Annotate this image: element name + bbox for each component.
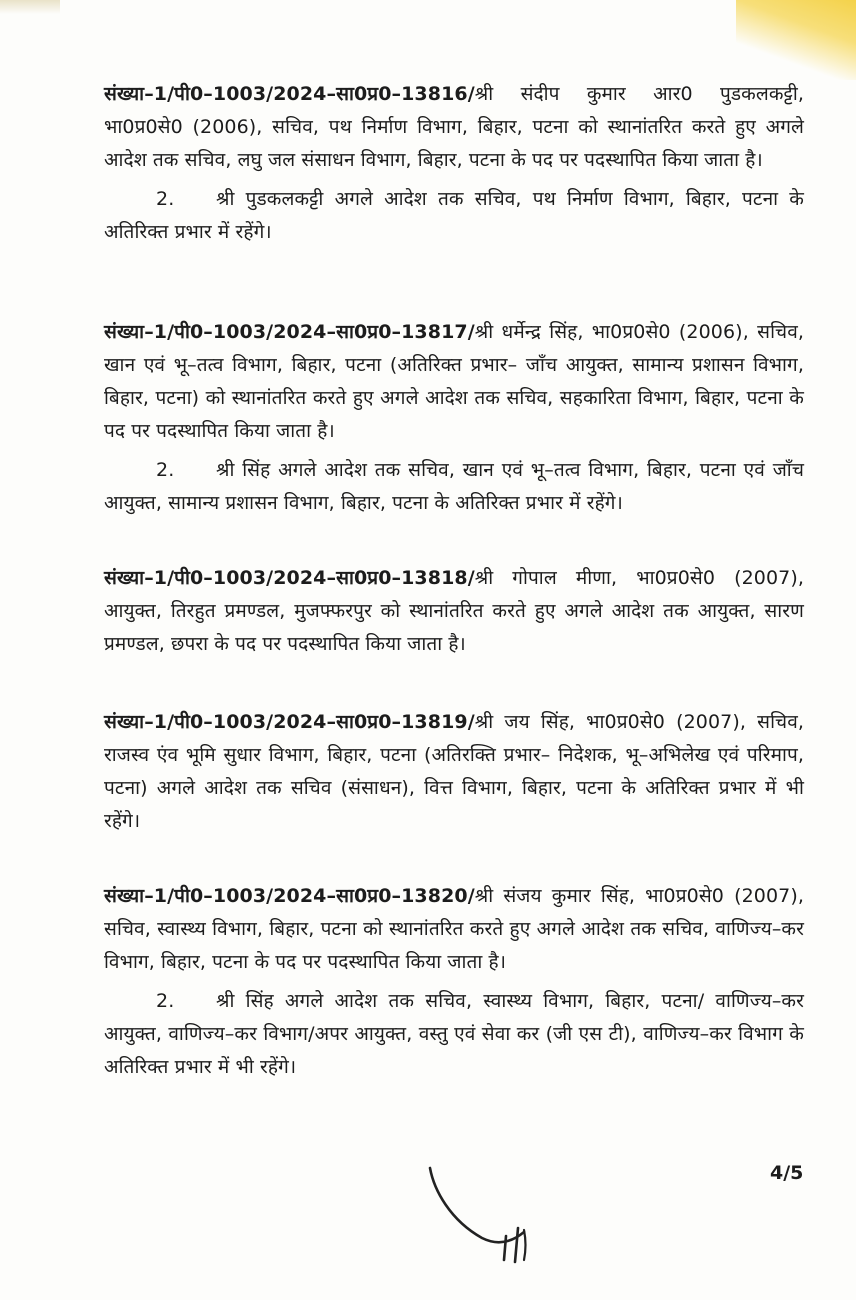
order-paragraph	[104, 316, 804, 448]
subparagraph-text: श्री पुडकलकट्टी अगले आदेश तक सचिव, पथ निर्माण विभाग, बिहार, पटना के अतिरिक्त प्रभार में रहेंगे।	[104, 188, 804, 243]
subparagraph-text: श्री सिंह अगले आदेश तक सचिव, खान एवं भू–तत्व विभाग, बिहार, पटना एवं जाँच आयुक्त, सामान्य प्रशासन विभाग, बिहार, पटना के अतिरिक्त प्रभार में रहेंगे।	[104, 459, 804, 514]
subparagraph-number: 2.	[156, 188, 175, 210]
order-text: श्री संदीप कुमार आर0 पुडकलकट्टी, भा0प्र0से0 (2006), सचिव, पथ निर्माण विभाग, बिहार, पटना को स्थानांतरित करते हुए अगले आदेश तक सचिव, लघु जल संसाधन विभाग, बिहार, पटना के पद पर पदस्थापित किया जाता है।	[104, 83, 804, 171]
order-text: श्री गोपाल मीणा, भा0प्र0से0 (2007), आयुक्त, तिरहुत प्रमण्डल, मुजफ्फरपुर को स्थानांतरित करते हुए अगले आदेश तक आयुक्त, सारण प्रमण्डल, छपरा के पद पर पदस्थापित किया जाता है।	[104, 567, 804, 655]
order-paragraph	[104, 880, 804, 979]
order-text: श्री संजय कुमार सिंह, भा0प्र0से0 (2007), सचिव, स्वास्थ्य विभाग, बिहार, पटना को स्थानांतरित करते हुए अगले आदेश तक सचिव, वाणिज्य–कर विभाग, बिहार, पटना के पद पर पदस्थापित किया जाता है।	[104, 885, 804, 973]
order-number: संख्या–1/पी0–1003/2024–सा0प्र0–13820/	[104, 885, 475, 907]
order-13817	[104, 316, 804, 520]
order-paragraph	[104, 78, 804, 177]
order-13816	[104, 78, 804, 249]
page-edge-shadow	[0, 0, 60, 14]
order-number: संख्या–1/पी0–1003/2024–सा0प्र0–13818/	[104, 567, 475, 589]
signature	[420, 1160, 560, 1270]
order-subparagraph	[104, 454, 804, 520]
order-number: संख्या–1/पी0–1003/2024–सा0प्र0–13819/	[104, 711, 475, 733]
order-subparagraph	[104, 183, 804, 249]
order-paragraph	[104, 706, 804, 838]
subparagraph-number: 2.	[156, 990, 175, 1012]
order-text: श्री धर्मेन्द्र सिंह, भा0प्र0से0 (2006), सचिव, खान एवं भू–तत्व विभाग, बिहार, पटना (अतिरिक्त प्रभार– जाँच आयुक्त, सामान्य प्रशासन विभाग, बिहार, पटना) को स्थानांतरित करते हुए अगले आदेश तक सचिव, सहकारिता विभाग, बिहार, पटना के पद पर पदस्थापित किया जाता है।	[104, 321, 804, 442]
page-corner-tint	[736, 0, 856, 80]
order-number: संख्या–1/पी0–1003/2024–सा0प्र0–13817/	[104, 321, 475, 343]
subparagraph-number: 2.	[156, 459, 175, 481]
order-13818	[104, 562, 804, 661]
order-13820	[104, 880, 804, 1084]
order-paragraph	[104, 562, 804, 661]
order-text: श्री जय सिंह, भा0प्र0से0 (2007), सचिव, राजस्व एंव भूमि सुधार विभाग, बिहार, पटना (अतिरक्ति प्रभार– निदेशक, भू–अभिलेख एवं परिमाप, पटना) अगले आदेश तक सचिव (संसाधन), वित्त विभाग, बिहार, पटना के अतिरिक्त प्रभार में भी रहेंगे।	[104, 711, 804, 832]
subparagraph-text: श्री सिंह अगले आदेश तक सचिव, स्वास्थ्य विभाग, बिहार, पटना/ वाणिज्य–कर आयुक्त, वाणिज्य–कर विभाग/अपर आयुक्त, वस्तु एवं सेवा कर (जी एस टी), वाणिज्य–कर विभाग के अतिरिक्त प्रभार में भी रहेंगे।	[104, 990, 804, 1078]
order-number: संख्या–1/पी0–1003/2024–सा0प्र0–13816/	[104, 83, 475, 105]
order-13819	[104, 706, 804, 838]
order-subparagraph	[104, 985, 804, 1084]
page-number: 4/5	[770, 1162, 804, 1184]
